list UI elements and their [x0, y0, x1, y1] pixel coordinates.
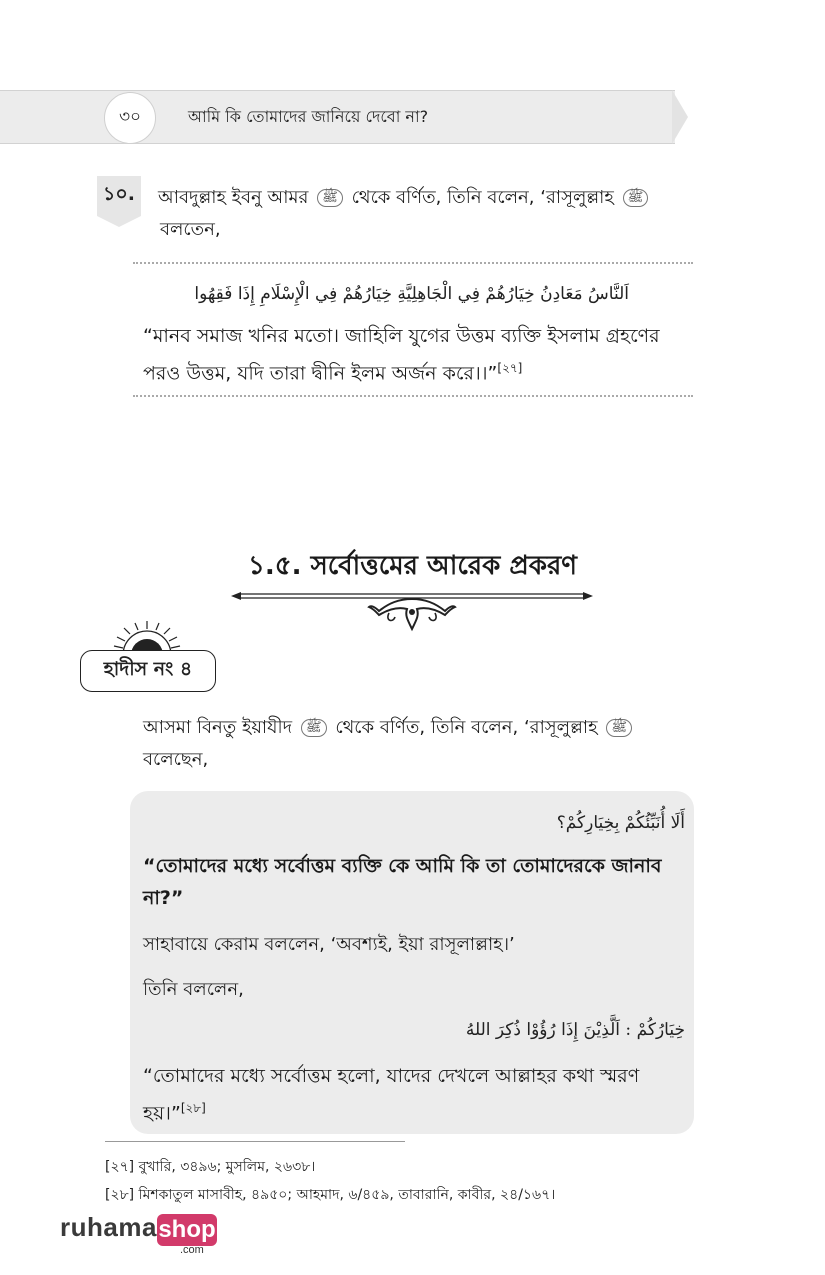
narrator-text: আসমা বিনতু ইয়াযীদ	[143, 717, 293, 738]
answer-translation	[143, 1060, 688, 1129]
radiyallahu-honorific-icon: ﷺ	[301, 719, 327, 737]
hadith-10-translation	[143, 320, 688, 389]
he-said-text: তিনি বললেন,	[143, 979, 244, 1000]
logo-shop-box: shop	[157, 1214, 217, 1246]
sahaba-reply: সাহাবায়ে কেরাম বললেন, ‘অবশ্যই, ইয়া রাসূলাল্লাহ।’	[143, 934, 515, 955]
narration-text: থেকে বর্ণিত, তিনি বলেন, ‘রাসূলুল্লাহ	[335, 717, 598, 738]
footnote-28: [২৮] মিশকাতুল মাসাবীহ, ৪৯৫০; আহমাদ, ৬/৪৫৯, তাবারানি, কাবীর, ২৪/১৬৭।	[105, 1187, 556, 1203]
footnote-reference[interactable]: [২৭]	[497, 361, 523, 375]
dotted-divider-bottom	[133, 395, 693, 397]
hadith-4-intro-line2: বলেছেন,	[143, 749, 209, 770]
logo-wordmark: ruhama	[60, 1212, 157, 1242]
ornamental-divider-icon	[229, 585, 595, 633]
arabic-answer-text: خِيَارُكُمْ : اَلَّذِيْنَ إِذَا رُؤُوْا ذُكِرَ اللهُ	[465, 1020, 685, 1040]
arabic-question-text: أَلَا أُنَبِّئُكُمْ بِخِيَارِكُمْ؟	[556, 813, 685, 833]
answer-line-2: হয়।”	[143, 1102, 181, 1125]
question-line-1: “তোমাদের মধ্যে সর্বোত্তম ব্যক্তি কে আমি কি তা তোমাদেরকে জানাব	[143, 855, 662, 877]
footnote-divider	[105, 1141, 405, 1142]
footnote-reference[interactable]: [২৮]	[180, 1101, 206, 1115]
hadith-number-tag: ১০.	[97, 176, 141, 216]
translation-line-1: “মানব সমাজ খনির মতো। জাহিলি যুগের উত্তম ব্যক্তি ইসলাম গ্রহণের	[143, 325, 660, 347]
ruhama-shop-logo[interactable]	[60, 1212, 230, 1258]
section-title: ১.৫. সর্বোত্তমের আরেক প্রকরণ	[248, 551, 577, 581]
question-translation	[143, 850, 688, 914]
running-header-arrow-tip	[672, 90, 688, 144]
logo-domain: .com	[180, 1244, 204, 1256]
question-line-2: না?”	[143, 887, 184, 909]
radiyallahu-honorific-icon: ﷺ	[317, 189, 343, 207]
narration-text: থেকে বর্ণিত, তিনি বলেন, ‘রাসূলুল্লাহ	[351, 187, 614, 208]
answer-line-1: “তোমাদের মধ্যে সর্বোত্তম হলো, যাদের দেখলে আল্লাহর কথা স্মরণ	[143, 1065, 640, 1087]
translation-line-2: পরও উত্তম, যদি তারা দ্বীনি ইলম অর্জন করে।।”	[143, 362, 498, 385]
hadith-10-intro-line2: বলতেন,	[160, 219, 221, 240]
narrator-text: আবদুল্লাহ ইবনু আমর	[158, 187, 309, 208]
hadith-number-badge: হাদীস নং ৪	[80, 650, 216, 692]
running-title: আমি কি তোমাদের জানিয়ে দেবো না?	[188, 107, 429, 126]
salawat-honorific-icon: ﷺ	[623, 189, 649, 207]
salawat-honorific-icon: ﷺ	[606, 719, 632, 737]
arabic-hadith-text: اَلنَّاسُ مَعَادِنُ خِيَارُهُمْ فِي الْجَاهِلِيَّةِ خِيَارُهُمْ فِي الْإِسْلَامِ إِذَا فَقِهُوا	[194, 284, 629, 304]
dotted-divider-top	[133, 262, 693, 264]
hadith-10-intro	[158, 182, 723, 246]
page-number-badge: ৩০	[104, 92, 156, 144]
hadith-number-tag-tip	[97, 216, 141, 227]
hadith-4-intro	[143, 712, 718, 776]
footnote-27: [২৭] বুখারি, ৩৪৯৬; মুসলিম, ২৬৩৮।	[105, 1159, 316, 1175]
